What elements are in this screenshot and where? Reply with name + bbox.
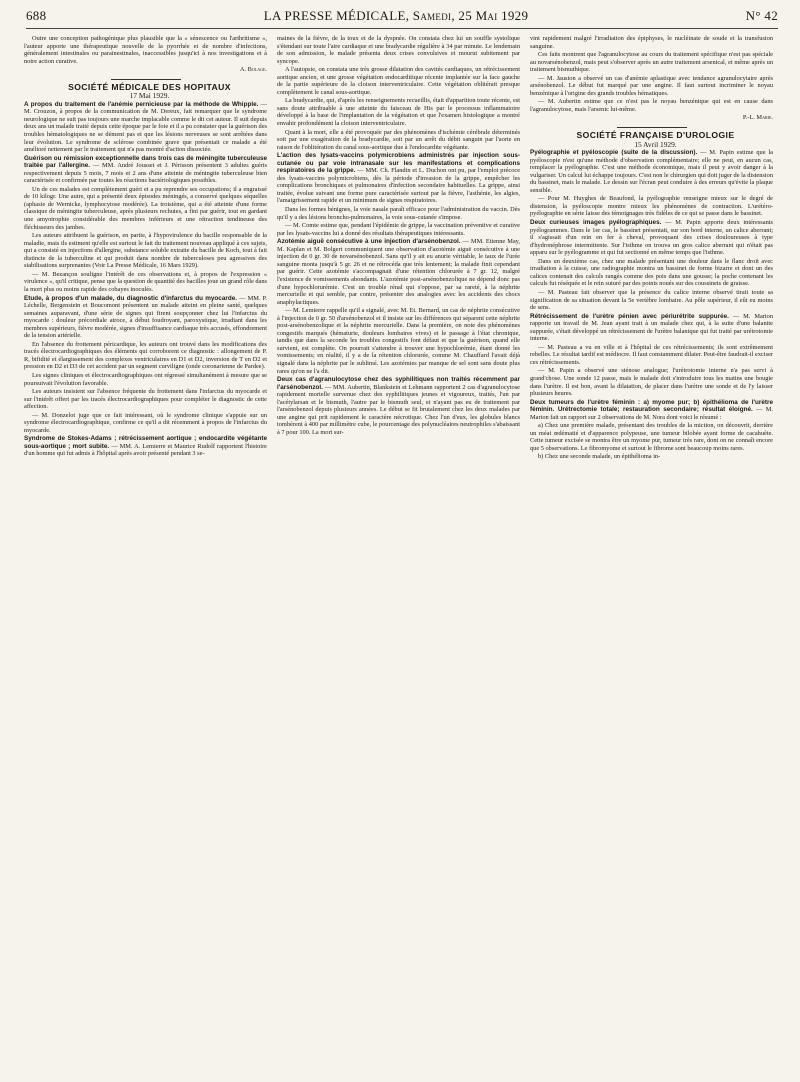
article-title: A propos du traitement de l'anémie pernicieuse par la méthode de Whipple. [24, 100, 259, 108]
paragraph: — M. Bezançon souligne l'intérêt de ces observations et, à propos de l'expression « virulence », qu'il critique, pense que la question de quantité des bacilles joue un grand rôle dans la mort plus ou moins rapide des cobayes inoculés. [24, 270, 267, 293]
article-title: Azotémie aiguë consécutive à une injection d'arsénobenzol. [277, 238, 461, 246]
paragraph: Ces faits montrent que l'agranulocytose au cours du traitement spécifique n'est pas spéciale au novarsénobenzol, mais peut s'observer après un autre traitement arsenical, et même après un traitement bismuthique. [530, 51, 773, 74]
article [530, 313, 773, 343]
paragraph: — M. Lemierre rappelle qu'il a signalé, avec M. Et. Bernard, un cas de néphrite consécutive à l'injection de 0 gr. 50 d'arsénobenzol et il insiste sur les différences qui séparent cette néphrite post-arsénobenzolique et la néphrite mercurielle. Dans la première, on note des phénomènes congestifs marqués (hématurie, douleurs lombaires vives) et le passage à l'état chronique, tandis que dans la seconde les troubles congestifs font défaut et que la guérison, quand elle survient, est complète. On pourrait s'attendre à trouver une hypochlorémie, étant donné les vomissements; en réalité, il y a de la rétention chlorurée, comme M. Chauffard l'avait déjà signalé dans la néphrite par le sublimé. Les azotémies par manque de sel sont sans doute plus rares qu'on ne l'a dit. [277, 307, 520, 375]
article [24, 155, 267, 185]
column-3 [530, 35, 773, 1075]
article-text: — MM. Etienne May, M. Kaplan et M. Bolgert communiquent une observation d'azotémie aiguë consécutive à une injection de 0 gr. 30 de novarsénobenzol. Sans qu'il y ait eu anurie véritable, le taux de l'urée sanguine monta jusqu'à 5 gr. 26 et ne rétrocéda que très lentement; la malade finit cependant par guérir. Cette azotémie s'accompagnait d'une rétention chlorurée à 7 gr. 12, malgré l'existence de vomissements abondants. L'azotémie post-arsénobenzolique ne dépend donc pas d'une hypochlorurémie. C'est un trouble rénal qui s'oppose, par sa rareté, à la néphrite mercurielle et qui semble, par contre, présenter des analogies avec les accidents des chocs anaphylactiques. [277, 238, 520, 306]
signature: P.-L. Marie. [742, 114, 773, 122]
article [277, 152, 520, 205]
divider [617, 127, 687, 128]
paragraph: — Pour M. Huyghes de Beaufond, la pyélographie renseigne mieux sur le degré de distension, la pyéloscopie montre mieux les phénomènes de contraction. L'urétéro-pyélographie en série laisse des témoignages très fidèles de ce qui se passe dans le bassinet. [530, 195, 773, 218]
article [24, 101, 267, 154]
article-title: L'action des lysats-vaccins polymicrobiens administrés par injection sous-cutanée ou par voie intranasale sur les manifestations et complications respiratoires de la grippe. [277, 152, 520, 175]
article [277, 376, 520, 436]
article-title: Deux cas d'agranulocytose chez des syphilitiques non traités récemment par l'arsénobenzol. [277, 376, 520, 391]
column-2 [277, 35, 520, 1075]
paragraph: — M. Jausion a observé un cas d'anémie aplastique avec tendance agranulocytaire après arsénobenzol. Le début fut marqué par une angine. Il faut surtout incriminer le noyau benzénique à l'origine des grands troubles hématiques. [530, 74, 773, 97]
article [530, 219, 773, 257]
paragraph: b) Chez une seconde malade, un épithélioma in- [538, 453, 661, 461]
issue-number: N° 42 [745, 8, 778, 23]
paragraph: A l'autopsie, on constata une très grosse dilatation des cavités cardiaques, un rétrécissement aortique ancien, et une grosse végétation endocarditique récente implantée sur la face gauche de la partie supérieure de la cloison interventriculaire. Cette végétation oblitérait presque complètement le canal sous-aortique. [277, 66, 520, 96]
article-text: — M. Papin estime que la pyéloscopie n'est qu'une méthode d'observation complémentaire; elle ne peut, en aucun cas, remplacer la pyélographie. C'est une méthode économique, mais il peut y avoir danger à la vulgariser. Un calcul lui échappe toujours. C'est non le chirurgien qui doit juger de la distension du bassinet, mais le malade. Le dessin sur l'écran peut conduire à des erreurs qu'évite la plaque sensible. [530, 149, 773, 194]
page-header [26, 0, 778, 29]
article-title: Rétrécissement de l'urètre pénien avec périurétrite suppurée. [530, 312, 729, 320]
article-title: Deux curieuses images pyélographiques. [530, 219, 662, 227]
page-number: 688 [26, 8, 47, 23]
article-title: Etude, à propos d'un malade, du diagnostic d'infarctus du myocarde. [24, 294, 237, 302]
article [530, 149, 773, 194]
signature: A. Bolage. [239, 66, 267, 74]
paragraph: La bradycardie, qui, d'après les renseignements recueillis, était d'apparition toute récente, est sans doute attribuable à une atteinte du faisceau de His par le processus inflammatoire développé à la base de l'implantation de la végétation et que l'examen histologique a montré envahir profondément la cloison interventriculaire. [277, 97, 520, 128]
paragraph: — M. Comte estime que, pendant l'épidémie de grippe, la vaccination préventive et curative par les lysats-vaccins lui a donné des résultats thérapeutiques intéressants. [277, 222, 520, 237]
paragraph: Les auteurs insistent sur l'absence fréquente du frottement dans l'infarctus du myocarde et sur l'intérêt offert par les tracés électrocardiographiques pour compléter le diagnostic de cette affection. [24, 388, 267, 411]
article-title: Syndrome de Stokes-Adams ; rétrécissement aortique ; endocardite végétante sous-aortique ; mort subite. [24, 435, 267, 450]
paragraph: — M. Donzelot juge que ce fait intéressant, où le syndrome clinique s'appuie sur un syndrome électrocardiographique, confirme ce qu'il a dit récemment à propos de l'infarctus du myocarde. [24, 411, 267, 434]
article [24, 435, 267, 458]
society-date: 15 Avril 1929. [634, 139, 677, 149]
article [24, 295, 267, 340]
article-text: — MM. P. Léchelle, Bergenstein et Boucomont présentent un malade atteint en pleine santé, quelques semaines auparavant, d'une série de signes qui firent soupçonner chez lui l'infarctus du myocarde : douleur précordiale atroce, à début foudroyant, paroxystique, irradiant dans les membres supérieurs, fièvre modérée, signes d'insuffisance cardiaque très accusés, effondrement de la tension artérielle. [24, 294, 267, 340]
paragraph: — M. Pasteau fait observer que la présence du calice interne observé tirait toute sa signification de sa situation devant la 5e vertèbre lombaire. Au pôle supérieur, il eût eu moins de sens. [530, 288, 773, 312]
article [277, 238, 520, 306]
article-title: Guérison ou rémission exceptionnelle dans trois cas de méningite tuberculeuse traitée par l'allergine. [24, 154, 267, 170]
paragraph: — M. Aubertin estime que ce n'est pas le noyau benzénique qui est en cause dans l'agranulocytose, mais l'arsenic lui-même. [530, 98, 773, 113]
columns [24, 35, 780, 1075]
paragraph: a) Chez une première malade, présentant des troubles de la miction, on découvrit, derrière un méat œdématié et d'apparence polypeuse, une tumeur bilobée ayant forme de cacahuète. Cette tumeur excisée se montra être un myome pur, tumeur très rare, dont on ne connaît encore que 5 observations. Le fibromyome et surtout le fibrome sont beaucoup moins rares. [530, 422, 773, 452]
article-title: Pyélographie et pyéloscopie (suite de la discussion). [530, 149, 698, 157]
paragraph: Outre une conception pathogénique plus plausible que la « sénescence ou l'arthritisme », l'auteur apporte une thérapeutique nouvelle de la pyorrhée et de nombre d'infections, généralement intestinales ou parainestinales, inaccessibles jusqu'ici à nos investigations et à notre action curative. [24, 35, 267, 65]
journal-title: LA PRESSE MÉDICALE, Samedi, 25 Mai 1929 [263, 8, 529, 23]
society-title: SOCIÉTÉ MÉDICALE DES HOPITAUX [68, 81, 231, 92]
paragraph: Un de ces malades est complètement guéri et a pu reprendre ses occupations; il a engraissé de 10 kilogr. Une autre, qui a présenté deux épisodes méningés, a conservé quelques séquelles (aphasie de Wernicke, lymphocytose modérée). La troisième, qui a été atteinte d'une forme classique de méningite tuberculeuse, après plusieurs rechutes, a fini par guérir, tout en gardant une amyotrophie considérable des membres inférieurs et une rétraction tendineuse des fléchisseurs des jambes. [24, 185, 267, 231]
paragraph: Les auteurs attribuent la guérison, en partie, à l'hypovirulence du bacille responsable de la maladie, mais ils estiment qu'elle est surtout le fait du traitement nouveau appliqué à ces sujets, qui a consisté en injections d'allergine, substance soluble extraite du bacille de Koch, tout à fait distincte de la tuberculine et qui produit dans nombre de tuberculoses peu agressives des stabilisations surprenantes (Voir La Presse Médicale, 16 Mars 1929). [24, 232, 267, 270]
divider [111, 79, 181, 80]
article-text: — MM. Ch. Flandin et L. Duchon ont pu, par l'emploi précoce des lysats-vaccins polymicrobiens, dès la période d'invasion de la grippe, empêcher les complications bronchiques et pulmonaires d'infection secondaire habituelles. La grippe, ainsi traitée, évolue suivant une forme pure caractérisée surtout par la fièvre, l'asthénie, les algies, l'amaigrissement rapide et un minimum de signes respiratoires. [277, 167, 520, 205]
paragraph: Dans les formes bénignes, la voie nasale paraît efficace pour l'administration du vaccin. Dès qu'il y a des lésions broncho-pulmonaires, la voie sous-cutanée s'impose. [277, 206, 520, 221]
article-text: — M. Marion rapporte un travail de M. Jean ayant trait à un malade chez qui, à la suite d'une balanite suppurée, s'était développé un rétrécissement de l'urètre balanique qui fut traité par urétrotomie interne. [530, 312, 773, 343]
society-title: SOCIÉTÉ FRANÇAISE D'UROLOGIE [576, 130, 735, 141]
article-text: — MM. André Jousset et J. Périsson présentent 3 adultes guéris respectivement depuis 5 mois, 7 mois et 2 ans d'une atteinte de méningite tuberculeuse bien caractérisée et confirmée par toutes les réactions bactériologiques possibles. [24, 162, 267, 185]
article-text: — M. Marion fait un rapport sur 2 observations de M. Nora dont voici le résumé : [530, 406, 773, 421]
article-text: — M. Papin apporte deux intéressants pyélogrammes. Dans le 1er cas, le bassinet présentait, sur son bord interne, un calice aberrant; il s'agissait d'un rein en fer à cheval, provoquant des crises douloureuses à type d'hydronéphrose intermittente. Sur l'isthme on trouva un gros calice aberrant qui n'était pas apparu sur le pyélogramme et qui fut sectionné en même temps que l'isthme. [530, 219, 773, 257]
article-title: Deux tumeurs de l'urètre féminin : a) myome pur; b) épithélioma de l'urètre féminin. Urétrectomie totale; restauration secondaire; résultat éloigné. [530, 398, 773, 414]
paragraph: maines de la fièvre, de la toux et de la dyspnée. On constata chez lui un souffle systolique s'étendant sur toute l'aire cardiaque et une bradycardie régulière à 34 par minute. Le lendemain de son admission, le malade présenta deux crises convulsives et mourut subitement par syncope. [277, 35, 520, 65]
society-date: 17 Mai 1929. [129, 91, 170, 101]
paragraph: Dans un deuxième cas, chez une malade présentant une douleur dans le flanc droit avec irradiation à la cuisse, une radiographie montra un bassinet de forme bizarre et dont un des calices contenait des calculs rangés comme des pois dans une gousse; la poche contenant les calculs fut réséquée et le rein suturé par des points noués sur des coussinets de graisse. [530, 257, 773, 288]
paragraph: Quant à la mort, elle a été provoquée par des phénomènes d'ischémie cérébrale déterminés soit par une exagération de la bradycardie, soit par un arrêt du débit sanguin par l'aorte en raison de l'oblitération du canal sous-aortique due à l'endocardite végétante. [277, 128, 520, 151]
paragraph: — M. Pasteau a vu en ville et à l'hôpital de ces rétrécissements; ils sont extrêmement rebelles. Le résultat tardif est médiocre. Il faut constamment dilater. Peut-être faudrait-il exciser ces rétrécissements. [530, 343, 773, 366]
article [530, 399, 773, 422]
article-text: — MM. A. Lemierre et Maurice Rudolf rapportent l'histoire d'un homme qui fut admis à l'hôpital après avoir présenté pendant 3 se- [24, 442, 267, 458]
paragraph: En l'absence du frottement péricardique, les auteurs ont trouvé dans les modifications des tracés électrocardiographiques des éléments qui corroborent ce diagnostic : allongement de P. R, bifidité et élargissement des complexes ventriculaires en D1 et D2, inversion de T en D2 et pression en D2 et D3 de cet accident par un segment curviligne (onde coronarienne de Pardee). [24, 340, 267, 371]
paragraph: Les signes cliniques et électrocardiographiques ont régressé simultanément à mesure que se poursuivait l'évolution favorable. [24, 371, 267, 387]
paragraph: vint rapidement malgré l'irradiation des épiphyses, le nucléinate de soude et la transfusion sanguine. [530, 35, 773, 50]
article-text: — M. Crouzon, à propos de la communication de M. Dereux, fait remarquer que le syndrome neurologique ne suit pas toujours une marche implacable comme le dit cet auteur. Il suit depuis deux ans un malade traité depuis cette époque par le foie et il a pu constater que la guérison des troubles hématologiques ne se dément pas et que les lésions nerveuses se sont arrêtées dans leur évolution. Le syndrome de sclérose combinée grave que présentait ce malade a été amélioré nettement par le traitement qui n'a pas montré d'action dissociée. [24, 100, 267, 154]
paragraph: — M. Papin a observé une sténose analogue; l'urétrotomie interne n'a pas servi à grand'chose. Une sonde 12 passe, mais le malade doit s'introduire tous les matins une bougie dans l'urètre. Il est bon, avant la dilatation, de placer dans l'urètre une sonde et de l'y laisser plusieurs heures. [530, 367, 773, 398]
article-text: — MM. Aubertin, Blankstein et Lehmann rapportent 2 cas d'agranulocytose rapidement mortelle survenue chez des syphilitiques jeunes et vigoureux, traités, l'un par l'acétylarsan et le bismuth, l'autre par le bismuth seul, et n'ayant pas eu de traitement par l'arsénobenzol depuis plusieurs années. Le début se fit brutalement chez les deux malades par une angine qui prit rapidement le caractère nécrotique. Chez l'un d'eux, les globules blancs tombèrent à 400 par millimètre cube, le pourcentage des polynucléaires neutrophiles s'abaissant à 7 pour 100. La mort sur- [277, 383, 520, 436]
column-1 [24, 35, 267, 1075]
